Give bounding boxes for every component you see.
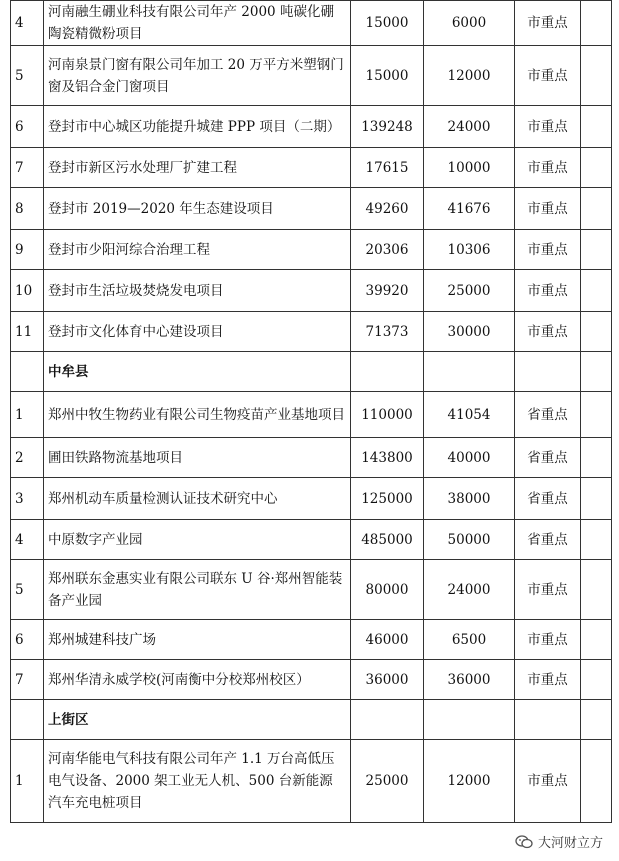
total-investment: 15000: [351, 1, 424, 46]
total-investment: 36000: [351, 660, 424, 700]
annual-investment: 41676: [424, 188, 515, 230]
table-row: [11, 660, 612, 700]
cell-empty: [581, 188, 612, 230]
section-row: [11, 352, 612, 392]
table-row: [11, 230, 612, 270]
cell-empty: [424, 700, 515, 740]
project-level: 省重点: [515, 478, 581, 520]
project-level: 市重点: [515, 740, 581, 823]
row-number: 6: [11, 620, 44, 660]
cell-no-empty: [11, 700, 44, 740]
project-level: 市重点: [515, 106, 581, 148]
cell-empty: [581, 660, 612, 700]
watermark: [511, 830, 607, 853]
annual-investment: 6000: [424, 1, 515, 46]
table-row: [11, 620, 612, 660]
project-name: 登封市少阳河综合治理工程: [44, 230, 351, 270]
cell-empty: [581, 46, 612, 106]
row-number: 9: [11, 230, 44, 270]
cell-empty: [515, 352, 581, 392]
project-table: [10, 0, 612, 823]
cell-empty: [515, 700, 581, 740]
project-name: 河南融生硼业科技有限公司年产 2000 吨碳化硼陶瓷精微粉项目: [44, 1, 351, 46]
cell-empty: [581, 312, 612, 352]
table-row: [11, 392, 612, 438]
project-level: 省重点: [515, 392, 581, 438]
cell-empty: [581, 106, 612, 148]
cell-empty: [581, 392, 612, 438]
annual-investment: 25000: [424, 270, 515, 312]
cell-empty: [581, 352, 612, 392]
cell-empty: [581, 148, 612, 188]
annual-investment: 6500: [424, 620, 515, 660]
annual-investment: 24000: [424, 106, 515, 148]
cell-empty: [581, 230, 612, 270]
table-row: [11, 46, 612, 106]
table-row: [11, 740, 612, 823]
project-name: 登封市新区污水处理厂扩建工程: [44, 148, 351, 188]
cell-empty: [581, 620, 612, 660]
row-number: 1: [11, 740, 44, 823]
annual-investment: 38000: [424, 478, 515, 520]
project-level: 市重点: [515, 660, 581, 700]
project-name: 河南泉景门窗有限公司年加工 20 万平方米塑钢门窗及铝合金门窗项目: [44, 46, 351, 106]
annual-investment: 12000: [424, 46, 515, 106]
project-table-body: [11, 1, 612, 823]
row-number: 5: [11, 560, 44, 620]
cell-empty: [581, 520, 612, 560]
cell-empty: [581, 438, 612, 478]
project-level: 市重点: [515, 1, 581, 46]
annual-investment: 10000: [424, 148, 515, 188]
cell-empty: [581, 700, 612, 740]
annual-investment: 50000: [424, 520, 515, 560]
annual-investment: 24000: [424, 560, 515, 620]
annual-investment: 12000: [424, 740, 515, 823]
section-row: [11, 700, 612, 740]
section-title: 中牟县: [44, 352, 351, 392]
row-number: 4: [11, 520, 44, 560]
project-level: 市重点: [515, 46, 581, 106]
annual-investment: 41054: [424, 392, 515, 438]
table-row: [11, 520, 612, 560]
project-name: 河南华能电气科技有限公司年产 1.1 万台高低压电气设备、2000 架工业无人机、500 台新能源汽车充电桩项目: [44, 740, 351, 823]
table-row: [11, 148, 612, 188]
row-number: 3: [11, 478, 44, 520]
table-row: [11, 438, 612, 478]
table-row: [11, 106, 612, 148]
cell-empty: [351, 700, 424, 740]
row-number: 4: [11, 1, 44, 46]
total-investment: 39920: [351, 270, 424, 312]
total-investment: 80000: [351, 560, 424, 620]
project-name: 圃田铁路物流基地项目: [44, 438, 351, 478]
project-level: 市重点: [515, 270, 581, 312]
total-investment: 143800: [351, 438, 424, 478]
table-row: [11, 270, 612, 312]
project-name: 郑州联东金惠实业有限公司联东 U 谷·郑州智能装备产业园: [44, 560, 351, 620]
project-level: 市重点: [515, 620, 581, 660]
total-investment: 49260: [351, 188, 424, 230]
row-number: 1: [11, 392, 44, 438]
table-row: [11, 1, 612, 46]
table-row: [11, 188, 612, 230]
project-name: 登封市文化体育中心建设项目: [44, 312, 351, 352]
cell-empty: [351, 352, 424, 392]
project-level: 市重点: [515, 188, 581, 230]
row-number: 6: [11, 106, 44, 148]
total-investment: 15000: [351, 46, 424, 106]
cell-empty: [581, 740, 612, 823]
table-row: [11, 478, 612, 520]
project-name: 郑州中牧生物药业有限公司生物疫苗产业基地项目: [44, 392, 351, 438]
total-investment: 125000: [351, 478, 424, 520]
project-level: 省重点: [515, 520, 581, 560]
table-row: [11, 560, 612, 620]
project-level: 市重点: [515, 312, 581, 352]
section-title: 上街区: [44, 700, 351, 740]
cell-no-empty: [11, 352, 44, 392]
row-number: 8: [11, 188, 44, 230]
total-investment: 25000: [351, 740, 424, 823]
total-investment: 46000: [351, 620, 424, 660]
annual-investment: 36000: [424, 660, 515, 700]
project-name: 登封市 2019—2020 年生态建设项目: [44, 188, 351, 230]
cell-empty: [581, 478, 612, 520]
wechat-icon: [515, 835, 533, 849]
project-name: 郑州机动车质量检测认证技术研究中心: [44, 478, 351, 520]
cell-empty: [424, 352, 515, 392]
watermark-text: 大河财立方: [537, 836, 603, 851]
row-number: 2: [11, 438, 44, 478]
annual-investment: 40000: [424, 438, 515, 478]
cell-empty: [581, 270, 612, 312]
table-row: [11, 312, 612, 352]
cell-empty: [581, 1, 612, 46]
row-number: 7: [11, 660, 44, 700]
row-number: 11: [11, 312, 44, 352]
project-level: 市重点: [515, 560, 581, 620]
project-name: 登封市生活垃圾焚烧发电项目: [44, 270, 351, 312]
total-investment: 110000: [351, 392, 424, 438]
project-level: 市重点: [515, 230, 581, 270]
project-level: 省重点: [515, 438, 581, 478]
row-number: 5: [11, 46, 44, 106]
total-investment: 71373: [351, 312, 424, 352]
total-investment: 485000: [351, 520, 424, 560]
project-name: 郑州华清永威学校(河南衡中分校郑州校区）: [44, 660, 351, 700]
cell-empty: [581, 560, 612, 620]
project-name: 中原数字产业园: [44, 520, 351, 560]
project-name: 登封市中心城区功能提升城建 PPP 项目（二期）: [44, 106, 351, 148]
total-investment: 139248: [351, 106, 424, 148]
annual-investment: 10306: [424, 230, 515, 270]
project-name: 郑州城建科技广场: [44, 620, 351, 660]
annual-investment: 30000: [424, 312, 515, 352]
row-number: 10: [11, 270, 44, 312]
row-number: 7: [11, 148, 44, 188]
total-investment: 17615: [351, 148, 424, 188]
project-level: 市重点: [515, 148, 581, 188]
total-investment: 20306: [351, 230, 424, 270]
